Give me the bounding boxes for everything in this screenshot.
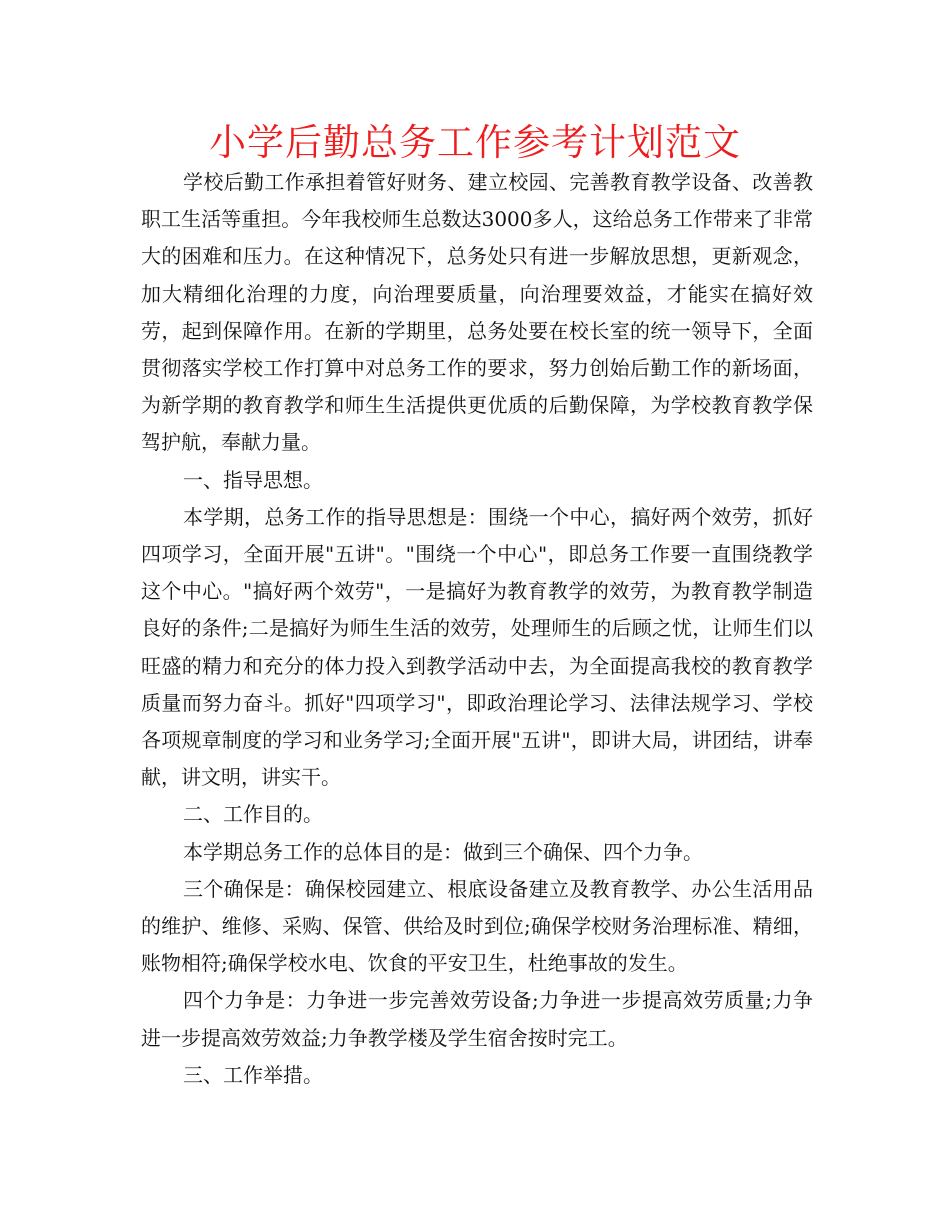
heading-work-goals: 二、工作目的。 — [183, 802, 323, 827]
paragraph-three-ensures: 三个确保是：确保校园建立、根底设备建立及教育教学、办公生活用品的维护、维修、采购、保管、供给及时到位;确保学校财务治理标准、精细，账物相符;确保学校水电、饮食的平安卫生，杜绝事故的发生。 — [141, 876, 813, 976]
paragraph-guiding-ideology: 本学期，总务工作的指导思想是：围绕一个中心，搞好两个效劳，抓好四项学习，全面开展"五讲"。"围绕一个中心"，即总务工作要一直围绕教学这个中心。"搞好两个效劳"，一是搞好为教育教学的效劳，为教育教学制造良好的条件;二是搞好为师生生活的效劳，处理师生的后顾之忧，让师生们以旺盛的精力和充分的体力投入到教学活动中去，为全面提高我校的教育教学质量而努力奋斗。抓好"四项学习"，即政治理论学习、法律法规学习、学校各项规章制度的学习和业务学习;全面开展"五讲"，即讲大局，讲团结，讲奉献，讲文明，讲实干。 — [141, 504, 813, 790]
heading-guiding-ideology: 一、指导思想。 — [183, 467, 323, 492]
paragraph-intro: 学校后勤工作承担着管好财务、建立校园、完善教育教学设备、改善教职工生活等重担。今年我校师生总数达3000多人，这给总务工作带来了非常大的困难和压力。在这种情况下，总务处只有进一步解放思想，更新观念，加大精细化治理的力度，向治理要质量，向治理要效益，才能实在搞好效劳，起到保障作用。在新的学期里，总务处要在校长室的统一领导下，全面贯彻落实学校工作打算中对总务工作的要求，努力创始后勤工作的新场面，为新学期的教育教学和师生生活提供更优质的后勤保障，为学校教育教学保驾护航，奉献力量。 — [141, 170, 813, 455]
document-body — [141, 164, 813, 1094]
paragraph-four-strives: 四个力争是：力争进一步完善效劳设备;力争进一步提高效劳质量;力争进一步提高效劳效益;力争教学楼及学生宿舍按时完工。 — [141, 988, 813, 1050]
paragraph-overall-goal: 本学期总务工作的总体目的是：做到三个确保、四个力争。 — [183, 839, 703, 864]
heading-work-measures: 三、工作举措。 — [183, 1062, 323, 1087]
document-title: 小学后勤总务工作参考计划范文 — [209, 121, 741, 164]
